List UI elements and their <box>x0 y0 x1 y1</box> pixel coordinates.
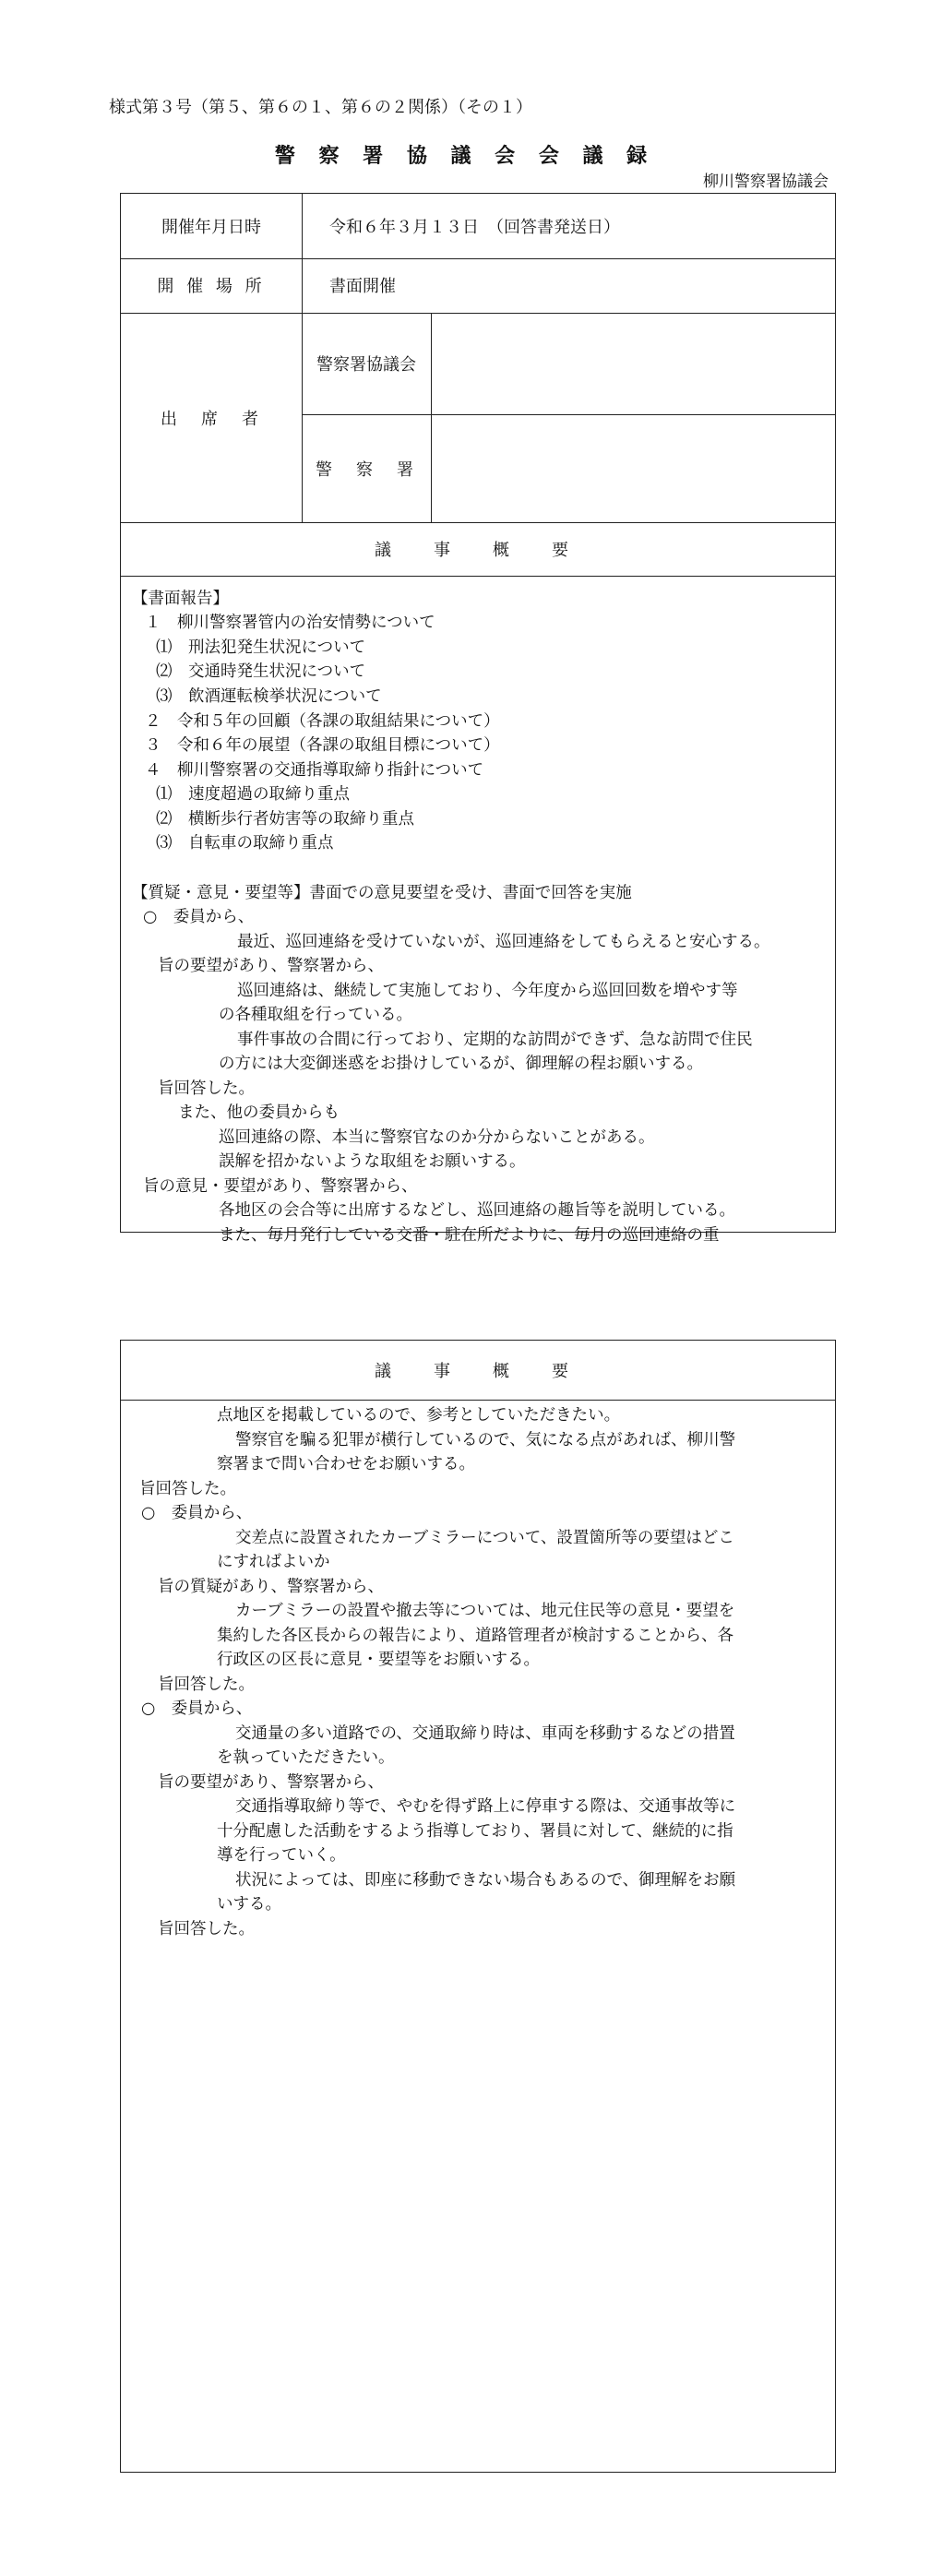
text-line: 交差点に設置されたカーブミラーについて、設置箇所等の要望はどこ <box>235 1529 734 1547</box>
text-line: ○ 委員から、 <box>141 1699 253 1718</box>
text-line: ⑴ 速度超過の取締り重点 <box>156 785 350 804</box>
police-label: 警 察 署 <box>316 459 417 480</box>
council-label: 警察署協議会 <box>316 355 416 375</box>
place-value: 書面開催 <box>329 277 396 296</box>
date-label: 開催年月日時 <box>161 218 261 237</box>
summary-header-row <box>121 522 835 577</box>
text-line: いする。 <box>217 1895 281 1914</box>
attendees-label: 出 席 者 <box>161 409 262 429</box>
text-line: １ 柳川警察署管内の治安情勢について <box>145 614 435 632</box>
text-line: 巡回連絡は、継続して実施しており、今年度から巡回回数を増やす等 <box>237 982 738 1000</box>
text-line: ⑵ 交通時発生状況について <box>156 662 366 681</box>
text-line: ○ 委員から、 <box>141 1504 253 1522</box>
text-line: 警察官を騙る犯罪が横行しているので、気になる点があれば、柳川警 <box>235 1431 736 1449</box>
text-line: の各種取組を行っている。 <box>219 1006 412 1024</box>
text-line: ⑵ 横断歩行者妨害等の取締り重点 <box>156 810 414 829</box>
place-label: 開 催 場 所 <box>157 277 266 296</box>
text-line: ３ 令和６年の展望（各課の取組目標について） <box>145 736 500 755</box>
text-line: 察署まで問い合わせをお願いする。 <box>217 1455 475 1473</box>
text-line: ２ 令和５年の回顧（各課の取組結果について） <box>145 712 500 731</box>
form-number: 様式第３号（第５、第６の１、第６の２関係）（その１） <box>109 98 532 117</box>
text-line: また、他の委員からも <box>178 1103 340 1122</box>
text-line: 導を行っていく。 <box>217 1846 346 1865</box>
attendees-row <box>121 313 835 523</box>
text-line: 最近、巡回連絡を受けていないが、巡回連絡をしてもらえると安心する。 <box>237 933 770 951</box>
text-line: 状況によっては、即座に移動できない場合もあるので、御理解をお願 <box>235 1871 736 1890</box>
text-line: 巡回連絡の際、本当に警察官なのか分からないことがある。 <box>219 1128 655 1147</box>
text-line: 点地区を掲載しているので、参考としていただきたい。 <box>217 1406 621 1425</box>
text-line: 旨回答した。 <box>158 1676 255 1694</box>
text-line: ⑶ 飲酒運転検挙状況について <box>156 687 382 706</box>
summary-body-2 <box>121 1400 835 2470</box>
text-line: 【質疑・意見・要望等】書面での意見要望を受け、書面で回答を実施 <box>132 884 632 902</box>
organization-name: 柳川警察署協議会 <box>703 173 829 191</box>
date-value: 令和６年３月１３日 （回答書発送日） <box>329 218 620 237</box>
text-line: 集約した各区長からの報告により、道路管理者が検討することから、各 <box>217 1627 733 1645</box>
text-line: ○ 委員から、 <box>143 908 255 926</box>
text-line: 行政区の区長に意見・要望等をお願いする。 <box>217 1651 540 1669</box>
text-line: 十分配慮した活動をするよう指導しており、署員に対して、継続的に指 <box>217 1822 733 1841</box>
place-row <box>121 258 835 314</box>
text-line: の方には大変御迷惑をお掛けしているが、御理解の程お願いする。 <box>219 1055 703 1073</box>
document-title: 警 察 署 協 議 会 会 議 録 <box>274 144 656 168</box>
text-line: 旨の要望があり、警察署から、 <box>158 1773 384 1792</box>
text-line: 旨回答した。 <box>158 1079 255 1098</box>
summary-heading-2: 議 事 概 要 <box>375 1362 581 1381</box>
summary-heading: 議 事 概 要 <box>375 541 581 560</box>
text-line: 各地区の会合等に出席するなどし、巡回連絡の趣旨等を説明している。 <box>219 1201 735 1220</box>
text-line: また、毎月発行している交番・駐在所だよりに、毎月の巡回連絡の重 <box>219 1226 720 1245</box>
text-line: ⑴ 刑法犯発生状況について <box>156 638 366 657</box>
text-line: にすればよいか <box>217 1553 330 1571</box>
minutes-page-1 <box>120 193 836 1245</box>
text-line: 旨回答した。 <box>139 1480 236 1498</box>
text-line: 旨の意見・要望があり、警察署から、 <box>143 1177 418 1196</box>
summary-body-1 <box>121 576 835 1245</box>
text-line: 誤解を招かないような取組をお願いする。 <box>219 1152 526 1171</box>
date-row <box>121 194 835 259</box>
text-line: ４ 柳川警察署の交通指導取締り指針について <box>145 761 484 780</box>
text-line: 旨回答した。 <box>158 1920 255 1938</box>
text-line: ⑶ 自転車の取締り重点 <box>156 834 334 853</box>
text-line: 旨の質疑があり、警察署から、 <box>158 1578 384 1596</box>
text-line: 旨の要望があり、警察署から、 <box>158 957 384 975</box>
minutes-page-2 <box>120 1340 836 2473</box>
text-line: 【書面報告】 <box>132 590 229 608</box>
text-line: 交通指導取締り等で、やむを得ず路上に停車する際は、交通事故等に <box>235 1797 736 1816</box>
text-line: 事件事故の合間に行っており、定期的な訪問ができず、急な訪問で住民 <box>237 1031 753 1049</box>
text-line: カーブミラーの設置や撤去等については、地元住民等の意見・要望を <box>235 1602 735 1620</box>
summary-header-row-2 <box>121 1341 835 1401</box>
text-line: を執っていただきたい。 <box>217 1748 395 1767</box>
text-line: 交通量の多い道路での、交通取締り時は、車両を移動するなどの措置 <box>235 1724 735 1743</box>
